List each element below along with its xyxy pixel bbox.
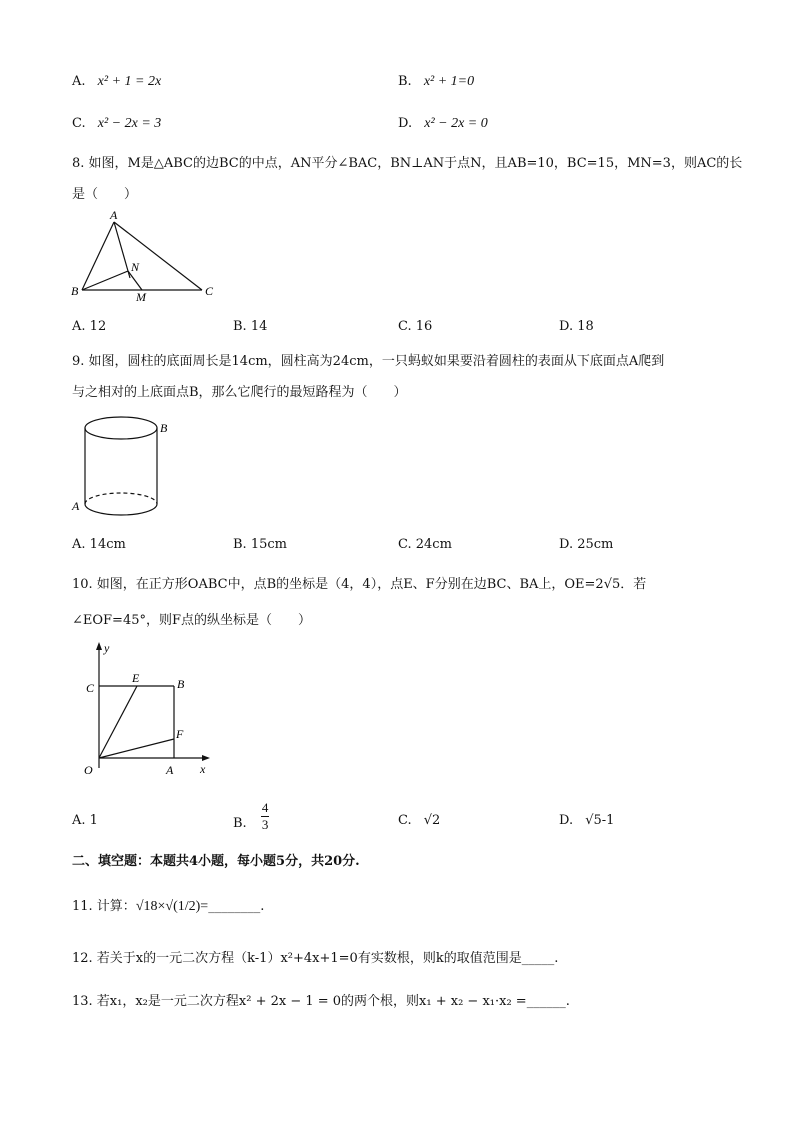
q7-option-d bbox=[398, 116, 488, 132]
label-b: B bbox=[71, 284, 79, 298]
label-n: N bbox=[131, 260, 140, 274]
q10-text-line1: 10. 如图，在正方形OABC中，点B的坐标是（4，4），点E、F分别在边BC、BA上，OE=2√5．若 bbox=[72, 577, 647, 592]
q8-option-c: C. 16 bbox=[398, 319, 433, 334]
q11-end: . bbox=[260, 899, 265, 914]
q7-option-b bbox=[398, 74, 474, 90]
option-expr: x² − 2x = 3 bbox=[97, 116, 162, 131]
q8-option-d: D. 18 bbox=[559, 319, 594, 334]
option-expr: x² + 1=0 bbox=[423, 74, 475, 89]
q11-expr: √18×√(1/2)= bbox=[135, 899, 209, 914]
q8-text-line1: 8. 如图，M是△ABC的边BC的中点，AN平分∠BAC，BN⊥AN于点N，且AB=10，BC=15，MN=3，则AC的长 bbox=[72, 156, 743, 171]
label-o: O bbox=[84, 763, 93, 777]
option-label: B. bbox=[398, 74, 412, 89]
q9-option-b: B. 15cm bbox=[233, 537, 287, 552]
option-label: D. bbox=[398, 116, 413, 131]
option-label: B. bbox=[233, 815, 247, 831]
q8-triangle-figure bbox=[66, 208, 226, 304]
label-y: y bbox=[104, 641, 110, 655]
label-c: C bbox=[86, 681, 95, 695]
fraction-denominator: 3 bbox=[261, 817, 269, 832]
q13-text: 13. 若x₁，x₂是一元二次方程x² + 2x − 1 = 0的两个根，则x₁ + x₂ − x₁·x₂ = bbox=[72, 994, 527, 1009]
fraction-numerator: 4 bbox=[261, 800, 269, 815]
label-b: B bbox=[177, 677, 185, 691]
q12-blank: _____ bbox=[521, 951, 555, 966]
q9-option-a: A. 14cm bbox=[72, 537, 126, 552]
option-label: A. bbox=[72, 74, 86, 89]
option-expr: x² + 1 = 2x bbox=[97, 74, 162, 89]
q9-text-line1: 9. 如图，圆柱的底面周长是14cm，圆柱高为24cm，一只蚂蚁如果要沿着圆柱的表面从下底面点A爬到 bbox=[72, 354, 665, 369]
q12-text: 12. 若关于x的一元二次方程（k-1）x²+4x+1=0有实数根，则k的取值范围是 bbox=[72, 951, 522, 966]
label-x: x bbox=[200, 762, 206, 776]
q7-option-a bbox=[72, 74, 161, 90]
label-a: A bbox=[72, 499, 80, 513]
q8-option-b: B. 14 bbox=[233, 319, 268, 334]
q7-option-c bbox=[72, 116, 161, 132]
section-heading: 二、填空题：本题共4小题，每小题5分，共20分. bbox=[72, 854, 360, 869]
q9-option-d: D. 25cm bbox=[559, 537, 614, 552]
q12-end: . bbox=[554, 951, 559, 966]
label-m: M bbox=[136, 290, 146, 304]
q10-option-b bbox=[233, 800, 269, 833]
q13 bbox=[72, 990, 570, 1009]
q13-end: . bbox=[565, 994, 570, 1009]
q11-blank: ________ bbox=[208, 899, 261, 914]
label-f: F bbox=[176, 727, 184, 741]
q8-option-a: A. 12 bbox=[72, 319, 107, 334]
q9-option-c: C. 24cm bbox=[398, 537, 452, 552]
label-b: B bbox=[160, 421, 168, 435]
q9-text-line2: 与之相对的上底面点B，那么它爬行的最短路程为（ ） bbox=[72, 385, 407, 400]
q12 bbox=[72, 947, 558, 966]
label-e: E bbox=[132, 671, 140, 685]
option-expr: x² − 2x = 0 bbox=[424, 116, 488, 131]
q13-blank: ______ bbox=[526, 994, 566, 1009]
q10-option-c: C. √2 bbox=[398, 813, 441, 828]
q10-text-line2: ∠EOF=45°，则F点的纵坐标是（ ） bbox=[72, 613, 312, 628]
q8-text-line2: 是（ ） bbox=[72, 187, 138, 202]
label-a: A bbox=[110, 208, 118, 222]
q10-option-d: D. √5-1 bbox=[559, 813, 615, 828]
fraction bbox=[261, 800, 270, 833]
q10-square-figure bbox=[70, 638, 220, 788]
q11 bbox=[72, 895, 264, 915]
q10-option-a: A. 1 bbox=[72, 813, 98, 828]
q11-prefix: 11. 计算： bbox=[72, 899, 136, 914]
label-a: A bbox=[166, 763, 174, 777]
q9-cylinder-figure bbox=[66, 408, 186, 524]
label-c: C bbox=[205, 284, 214, 298]
option-label: C. bbox=[72, 116, 86, 131]
